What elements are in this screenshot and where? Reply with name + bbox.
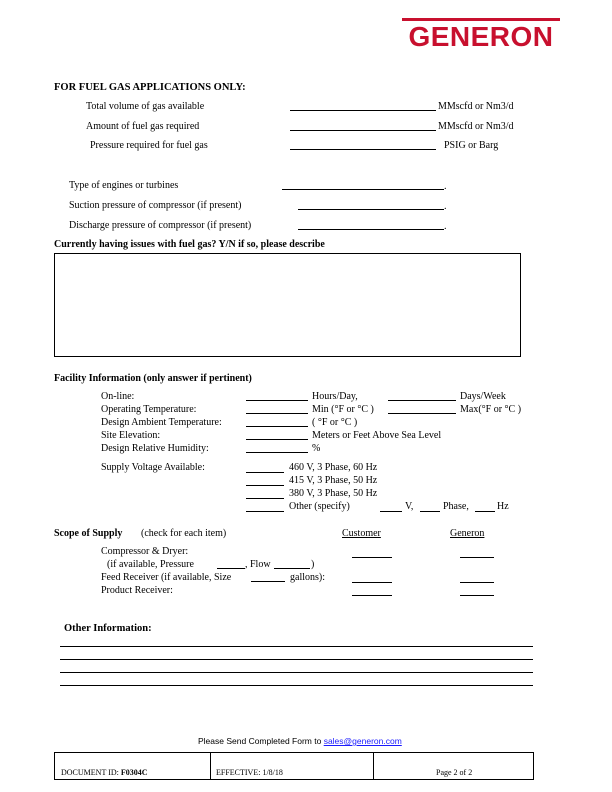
elevation-unit: Meters or Feet Above Sea Level bbox=[312, 430, 442, 441]
generon-logo bbox=[402, 18, 560, 54]
v3-label: 380 V, 3 Phase, 50 Hz bbox=[289, 488, 378, 499]
total-volume-unit: MMscfd or Nm3/d bbox=[438, 101, 514, 112]
humidity-unit: % bbox=[312, 443, 321, 454]
footer-table bbox=[54, 752, 534, 780]
hours-field[interactable] bbox=[246, 400, 308, 401]
product-receiver-label: Product Receiver: bbox=[101, 585, 173, 596]
other-heading: Other Information: bbox=[64, 623, 152, 634]
compressor-generon-check[interactable] bbox=[460, 557, 494, 558]
v-other-phase-field[interactable] bbox=[420, 511, 440, 512]
feed-receiver-gallons: gallons): bbox=[290, 572, 325, 583]
product-customer-check[interactable] bbox=[352, 595, 392, 596]
compressor-label: Compressor & Dryer: bbox=[101, 546, 189, 557]
footer-effective: EFFECTIVE: 1/8/18 bbox=[216, 768, 283, 777]
scope-heading: Scope of Supply bbox=[54, 528, 123, 539]
product-generon-check[interactable] bbox=[460, 595, 494, 596]
online-label: On-line: bbox=[101, 391, 135, 402]
compressor-note-b: , Flow bbox=[245, 559, 271, 570]
discharge-pressure-period: . bbox=[444, 221, 447, 232]
issues-question: Currently having issues with fuel gas? Y/N if so, please describe bbox=[54, 239, 325, 250]
voltage-label: Supply Voltage Available: bbox=[101, 462, 205, 473]
days-unit: Days/Week bbox=[460, 391, 506, 402]
elevation-label: Site Elevation: bbox=[101, 430, 161, 441]
scope-note: (check for each item) bbox=[141, 528, 227, 539]
op-temp-max-unit: Max(°F or °C ) bbox=[460, 404, 522, 415]
pressure-required-label: Pressure required for fuel gas bbox=[90, 140, 208, 151]
v1-checkbox[interactable] bbox=[246, 472, 284, 473]
discharge-pressure-label: Discharge pressure of compressor (if present) bbox=[69, 220, 252, 231]
amount-required-unit: MMscfd or Nm3/d bbox=[438, 121, 514, 132]
footer-page: Page 2 of 2 bbox=[436, 768, 473, 777]
pressure-required-field[interactable] bbox=[290, 149, 436, 150]
v2-label: 415 V, 3 Phase, 50 Hz bbox=[289, 475, 378, 486]
col-customer: Customer bbox=[342, 528, 381, 539]
compressor-pressure-field[interactable] bbox=[217, 568, 245, 569]
op-temp-min-field[interactable] bbox=[246, 413, 308, 414]
v-other-hz-unit: Hz bbox=[497, 501, 509, 512]
ambient-field[interactable] bbox=[246, 426, 308, 427]
compressor-note-a: (if available, Pressure bbox=[107, 559, 194, 570]
ambient-unit: ( °F or °C ) bbox=[312, 417, 358, 428]
days-field[interactable] bbox=[388, 400, 456, 401]
compressor-note-c: ) bbox=[311, 559, 315, 570]
humidity-field[interactable] bbox=[246, 452, 308, 453]
suction-pressure-label: Suction pressure of compressor (if present) bbox=[69, 200, 242, 211]
elevation-field[interactable] bbox=[246, 439, 308, 440]
other-line-2[interactable] bbox=[60, 659, 533, 660]
v-other-checkbox[interactable] bbox=[246, 511, 284, 512]
issues-textarea[interactable] bbox=[54, 253, 521, 357]
total-volume-label: Total volume of gas available bbox=[86, 101, 205, 112]
amount-required-field[interactable] bbox=[290, 130, 436, 131]
engine-type-label: Type of engines or turbines bbox=[69, 180, 179, 191]
v-other-volts-unit: V, bbox=[405, 501, 414, 512]
other-line-4[interactable] bbox=[60, 685, 533, 686]
send-text: Please Send Completed Form to bbox=[198, 736, 322, 746]
discharge-pressure-field[interactable] bbox=[298, 229, 444, 230]
hours-unit: Hours/Day, bbox=[312, 391, 358, 402]
feed-receiver-size-field[interactable] bbox=[251, 581, 285, 582]
total-volume-field[interactable] bbox=[290, 110, 436, 111]
feed-generon-check[interactable] bbox=[460, 582, 494, 583]
fuel-heading: FOR FUEL GAS APPLICATIONS ONLY: bbox=[54, 82, 246, 93]
doc-id-label: DOCUMENT ID: bbox=[61, 768, 119, 777]
feed-customer-check[interactable] bbox=[352, 582, 392, 583]
v2-checkbox[interactable] bbox=[246, 485, 284, 486]
v-other-label: Other (specify) bbox=[289, 501, 350, 512]
logo-text: GENERON bbox=[408, 21, 554, 52]
footer-doc-id-cell bbox=[55, 753, 211, 779]
footer-page-cell bbox=[374, 753, 533, 779]
engine-type-period: . bbox=[444, 181, 447, 192]
other-line-3[interactable] bbox=[60, 672, 533, 673]
doc-id-value: F0304C bbox=[120, 768, 148, 777]
facility-heading: Facility Information (only answer if pertinent) bbox=[54, 373, 252, 384]
compressor-customer-check[interactable] bbox=[352, 557, 392, 558]
v1-label: 460 V, 3 Phase, 60 Hz bbox=[289, 462, 378, 473]
op-temp-label: Operating Temperature: bbox=[101, 404, 197, 415]
col-generon: Generon bbox=[450, 528, 485, 539]
ambient-label: Design Ambient Temperature: bbox=[101, 417, 222, 428]
op-temp-max-field[interactable] bbox=[388, 413, 456, 414]
email-link[interactable]: sales@generon.com bbox=[323, 736, 402, 746]
suction-pressure-field[interactable] bbox=[298, 209, 444, 210]
amount-required-label: Amount of fuel gas required bbox=[86, 121, 200, 132]
v-other-hz-field[interactable] bbox=[475, 511, 495, 512]
compressor-flow-field[interactable] bbox=[274, 568, 310, 569]
footer-doc-id bbox=[61, 768, 148, 777]
v-other-phase-unit: Phase, bbox=[443, 501, 469, 512]
humidity-label: Design Relative Humidity: bbox=[101, 443, 209, 454]
engine-type-field[interactable] bbox=[282, 189, 444, 190]
suction-pressure-period: . bbox=[444, 201, 447, 212]
feed-receiver-label: Feed Receiver (if available, Size bbox=[101, 572, 232, 583]
v-other-volts-field[interactable] bbox=[380, 511, 402, 512]
op-temp-min-unit: Min (°F or °C ) bbox=[312, 404, 374, 415]
pressure-required-unit: PSIG or Barg bbox=[444, 140, 499, 151]
v3-checkbox[interactable] bbox=[246, 498, 284, 499]
send-text-row bbox=[198, 736, 402, 746]
other-line-1[interactable] bbox=[60, 646, 533, 647]
footer-effective-cell bbox=[211, 753, 374, 779]
